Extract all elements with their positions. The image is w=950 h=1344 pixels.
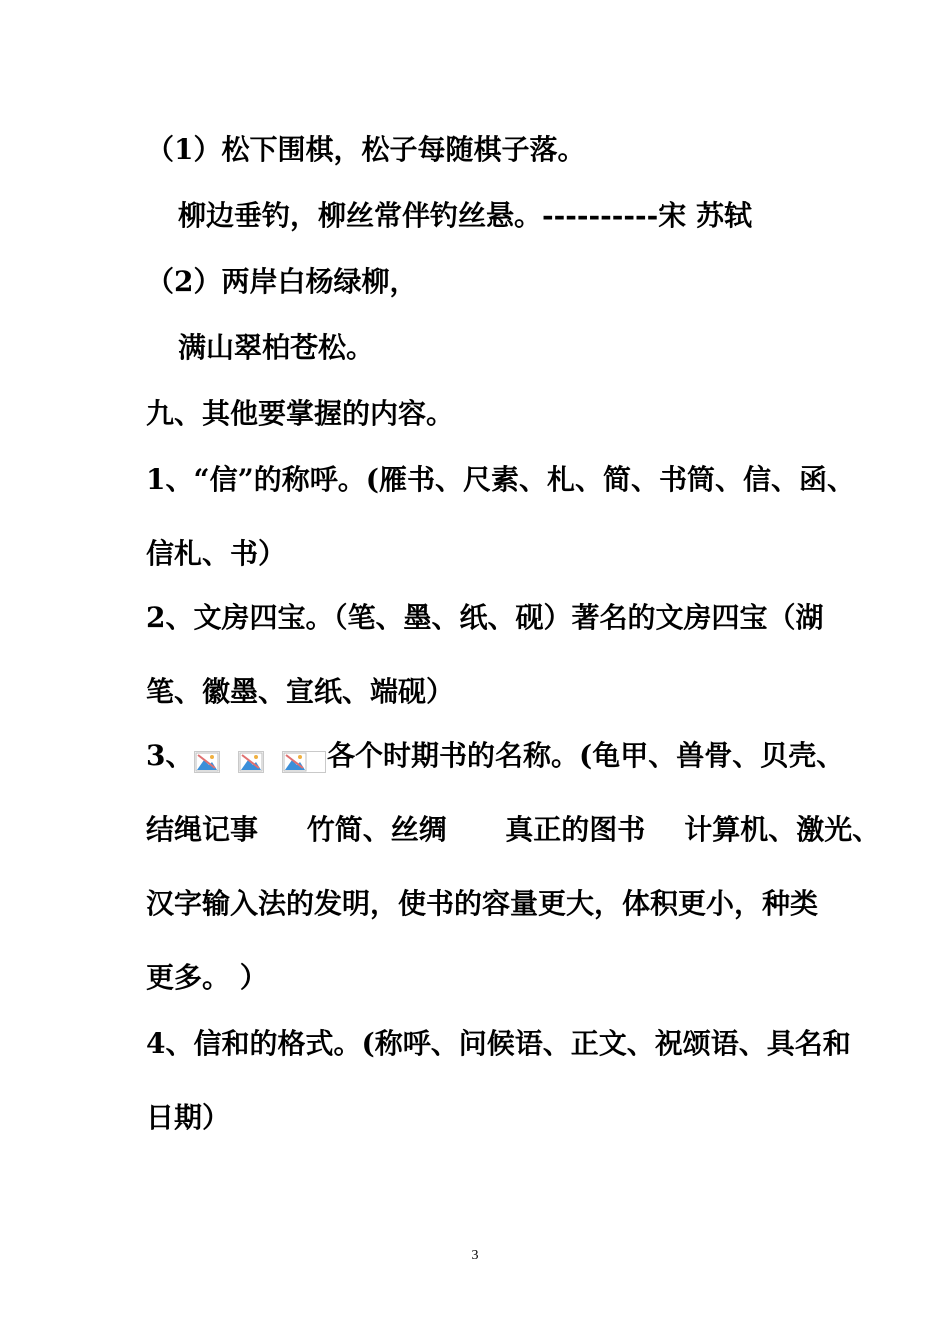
section-heading-nine: 九、其他要掌握的内容。 <box>146 397 455 430</box>
item-2-line-2: 笔、徽墨、宣纸、端砚） <box>146 675 455 708</box>
item-4-line-2: 日期） <box>146 1101 231 1134</box>
item-3-text: 各个时期书的名称。(龟甲、兽骨、贝壳、 <box>326 739 845 772</box>
broken-image-icon <box>238 751 264 773</box>
poem-2-line-1: （2）两岸白杨绿柳， <box>146 265 418 298</box>
item-3-line-3: 汉字输入法的发明，使书的容量更大，体积更小，种类 <box>146 887 819 920</box>
item-3-line-4: 更多。 ） <box>146 961 268 994</box>
image-placeholder-strip <box>194 742 326 766</box>
item-1-line-2: 信札、书） <box>146 537 287 570</box>
poem-2-line-2: 满山翠柏苍松。 <box>178 331 375 364</box>
poem-1-line-2: 柳边垂钓，柳丝常伴钓丝悬。----------宋 苏轼 <box>178 199 752 232</box>
broken-image-icon <box>282 751 326 773</box>
broken-image-icon <box>194 751 220 773</box>
item-1-line-1: 1、“信”的称呼。(雁书、尺素、札、简、书筒、信、函、 <box>146 463 855 496</box>
item-4-line-1: 4、信和的格式。(称呼、问候语、正文、祝颂语、具名和 <box>146 1027 851 1060</box>
item-3-prefix: 3、 <box>146 739 194 772</box>
item-2-line-1: 2、文房四宝。（笔、墨、纸、砚）著名的文房四宝（湖 <box>146 601 824 634</box>
item-3-line-2: 结绳记事 竹简、丝绸 真正的图书 计算机、激光、 <box>146 813 881 846</box>
poem-1-line-1: （1）松下围棋，松子每随棋子落。 <box>146 133 586 166</box>
page-number: 3 <box>471 1248 479 1263</box>
item-3-line-1 <box>146 738 844 774</box>
